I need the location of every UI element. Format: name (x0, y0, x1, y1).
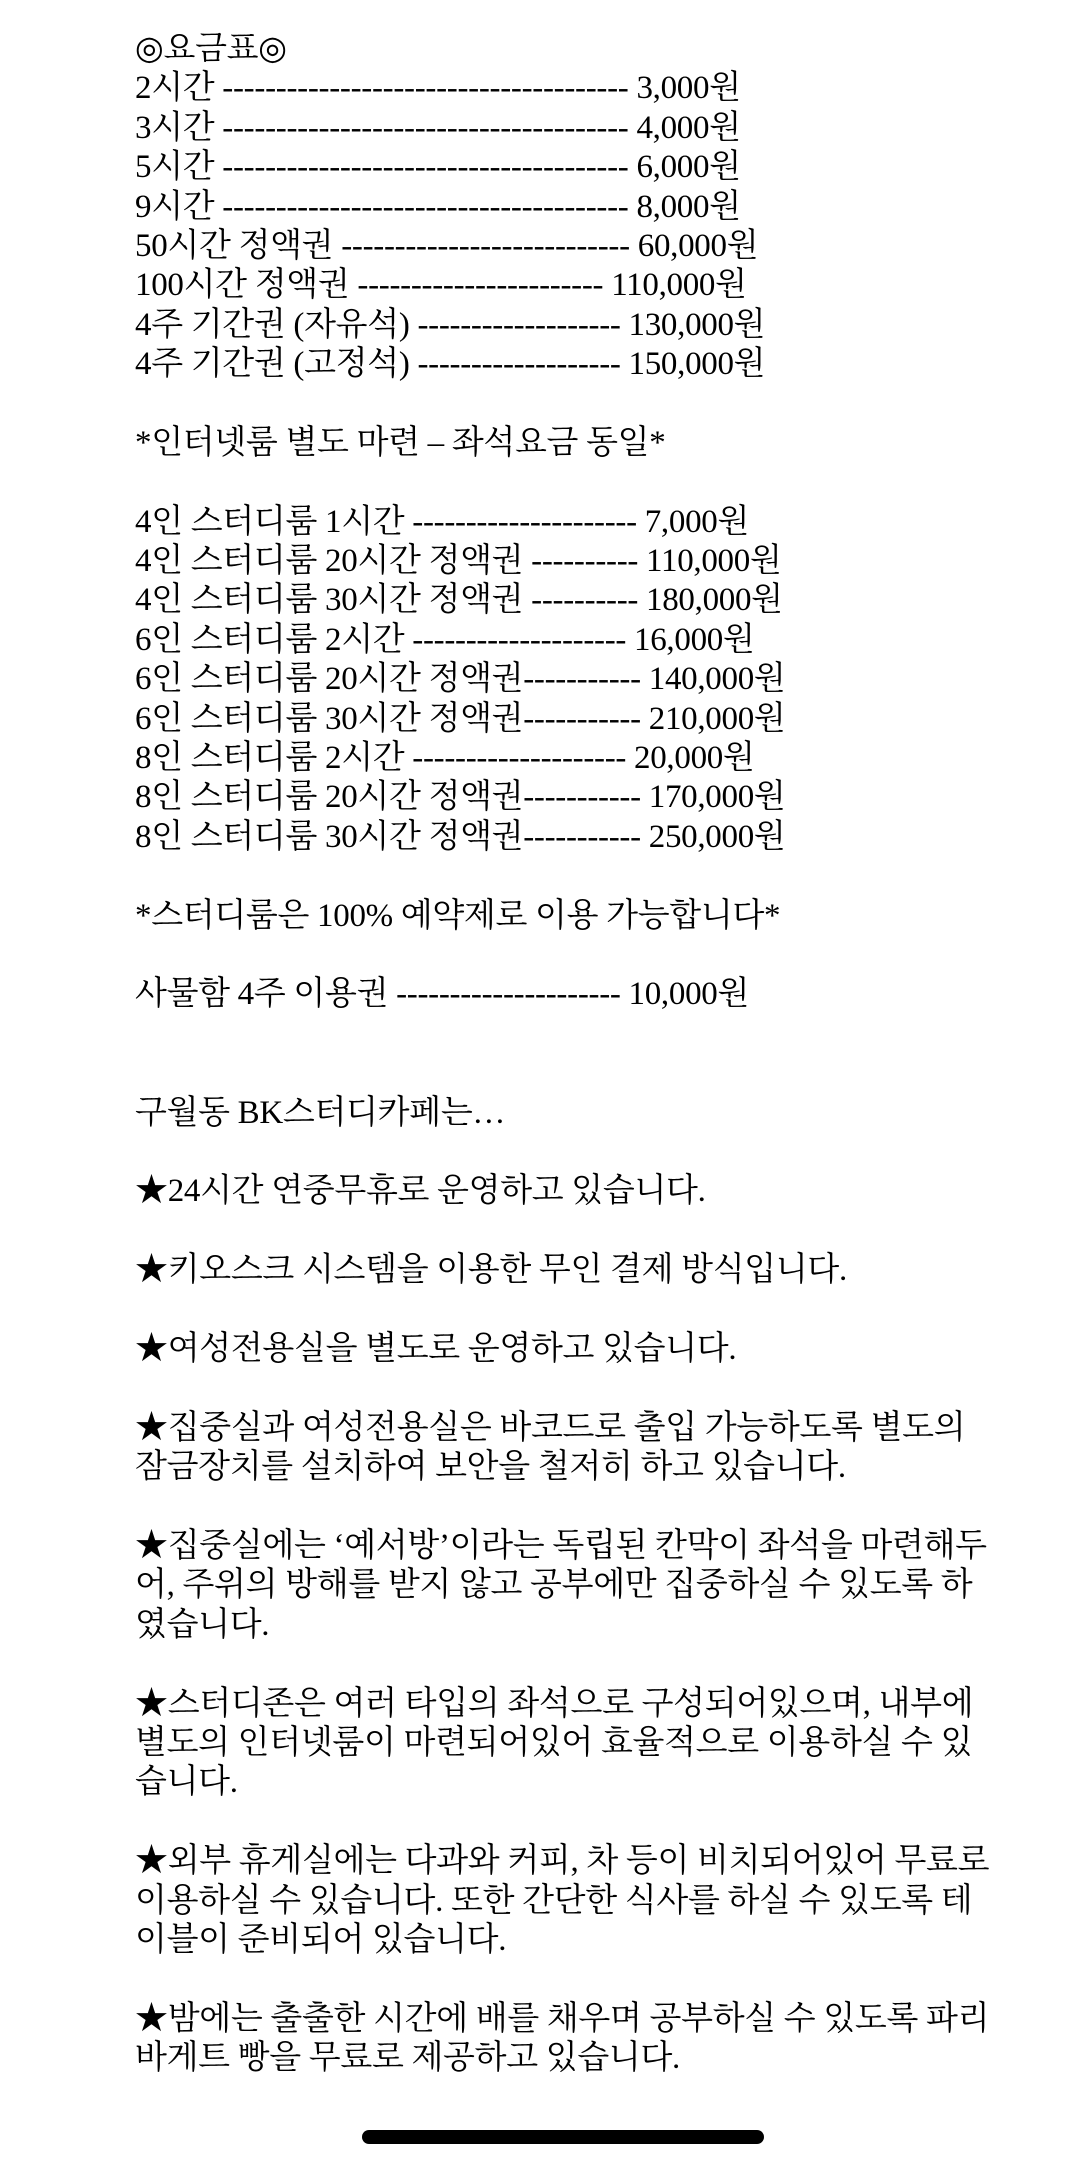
spacer (135, 1369, 995, 1408)
price-line: 6인 스터디룸 20시간 정액권----------- 140,000원 (135, 661, 786, 698)
price-line: 50시간 정액권 --------------------------- 60,000원 (135, 227, 759, 264)
price-line: 4주 기간권 (고정석) ------------------- 150,000원 (135, 346, 766, 383)
locker-price: 사물함 4주 이용권 --------------------- 10,000원 (135, 976, 750, 1013)
price-line: 8인 스터디룸 2시간 -------------------- 20,000원 (135, 740, 755, 777)
home-indicator[interactable] (362, 2130, 764, 2144)
spacer (135, 936, 995, 975)
price-line: 8인 스터디룸 20시간 정액권----------- 170,000원 (135, 779, 786, 816)
spacer (135, 1291, 995, 1330)
price-line: 4인 스터디룸 20시간 정액권 ---------- 110,000원 (135, 543, 782, 580)
feature-item: ★키오스크 시스템을 이용한 무인 결제 방식입니다. (135, 1252, 847, 1289)
price-line: 100시간 정액권 ----------------------- 110,000원 (135, 267, 747, 304)
intro-heading: 구월동 BK스터디카페는… (135, 1094, 506, 1131)
spacer (135, 1212, 995, 1251)
price-line: 4주 기간권 (자유석) ------------------- 130,000원 (135, 306, 766, 343)
price-line: 5시간 -------------------------------------- 6,000원 (135, 149, 741, 186)
study-room-price-list (135, 503, 995, 858)
spacer (135, 385, 995, 424)
spacer (135, 1054, 995, 1093)
feature-item: ★집중실에는 ‘예서방’이라는 독립된 칸막이 좌석을 마련해두어, 주위의 방해를 받지 않고 공부에만 집중하실 수 있도록 하였습니다. (135, 1527, 987, 1643)
spacer (135, 463, 995, 502)
document-body (135, 30, 995, 2079)
price-line: 2시간 -------------------------------------- 3,000원 (135, 70, 741, 107)
feature-list (135, 1172, 995, 2078)
price-line: 6인 스터디룸 2시간 -------------------- 16,000원 (135, 621, 755, 658)
feature-item: ★여성전용실을 별도로 운영하고 있습니다. (135, 1330, 737, 1367)
spacer (135, 857, 995, 896)
feature-item: ★24시간 연중무휴로 운영하고 있습니다. (135, 1173, 706, 1210)
price-line: 4인 스터디룸 30시간 정액권 ---------- 180,000원 (135, 582, 783, 619)
spacer (135, 1133, 995, 1172)
seat-price-list (135, 69, 995, 384)
price-title: ◎요금표◎ (135, 31, 287, 67)
feature-item: ★외부 휴게실에는 다과와 커피, 차 등이 비치되어있어 무료로 이용하실 수 있습니다. 또한 간단한 식사를 하실 수 있도록 테이블이 준비되어 있습니다. (135, 1843, 990, 1958)
spacer (135, 1015, 995, 1054)
spacer (135, 1803, 995, 1842)
study-room-note: *스터디룸은 100% 예약제로 이용 가능합니다* (135, 897, 781, 934)
price-line: 6인 스터디룸 30시간 정액권----------- 210,000원 (135, 700, 786, 737)
price-line: 9시간 -------------------------------------- 8,000원 (135, 188, 741, 225)
feature-item: ★스터디존은 여러 타입의 좌석으로 구성되어있으며, 내부에 별도의 인터넷룸이 마련되어있어 효율적으로 이용하실 수 있습니다. (135, 1685, 974, 1801)
spacer (135, 1488, 995, 1527)
spacer (135, 1645, 995, 1684)
spacer (135, 1960, 995, 1999)
price-line: 3시간 -------------------------------------- 4,000원 (135, 109, 741, 146)
feature-item: ★밤에는 출출한 시간에 배를 채우며 공부하실 수 있도록 파리바게트 빵을 무료로 제공하고 있습니다. (135, 2000, 990, 2077)
price-line: 4인 스터디룸 1시간 --------------------- 7,000원 (135, 503, 750, 540)
price-line: 8인 스터디룸 30시간 정액권----------- 250,000원 (135, 818, 786, 855)
internet-room-note: *인터넷룸 별도 마련 – 좌석요금 동일* (135, 424, 666, 461)
feature-item: ★집중실과 여성전용실은 바코드로 출입 가능하도록 별도의 잠금장치를 설치하여 보안을 철저히 하고 있습니다. (135, 1409, 966, 1486)
